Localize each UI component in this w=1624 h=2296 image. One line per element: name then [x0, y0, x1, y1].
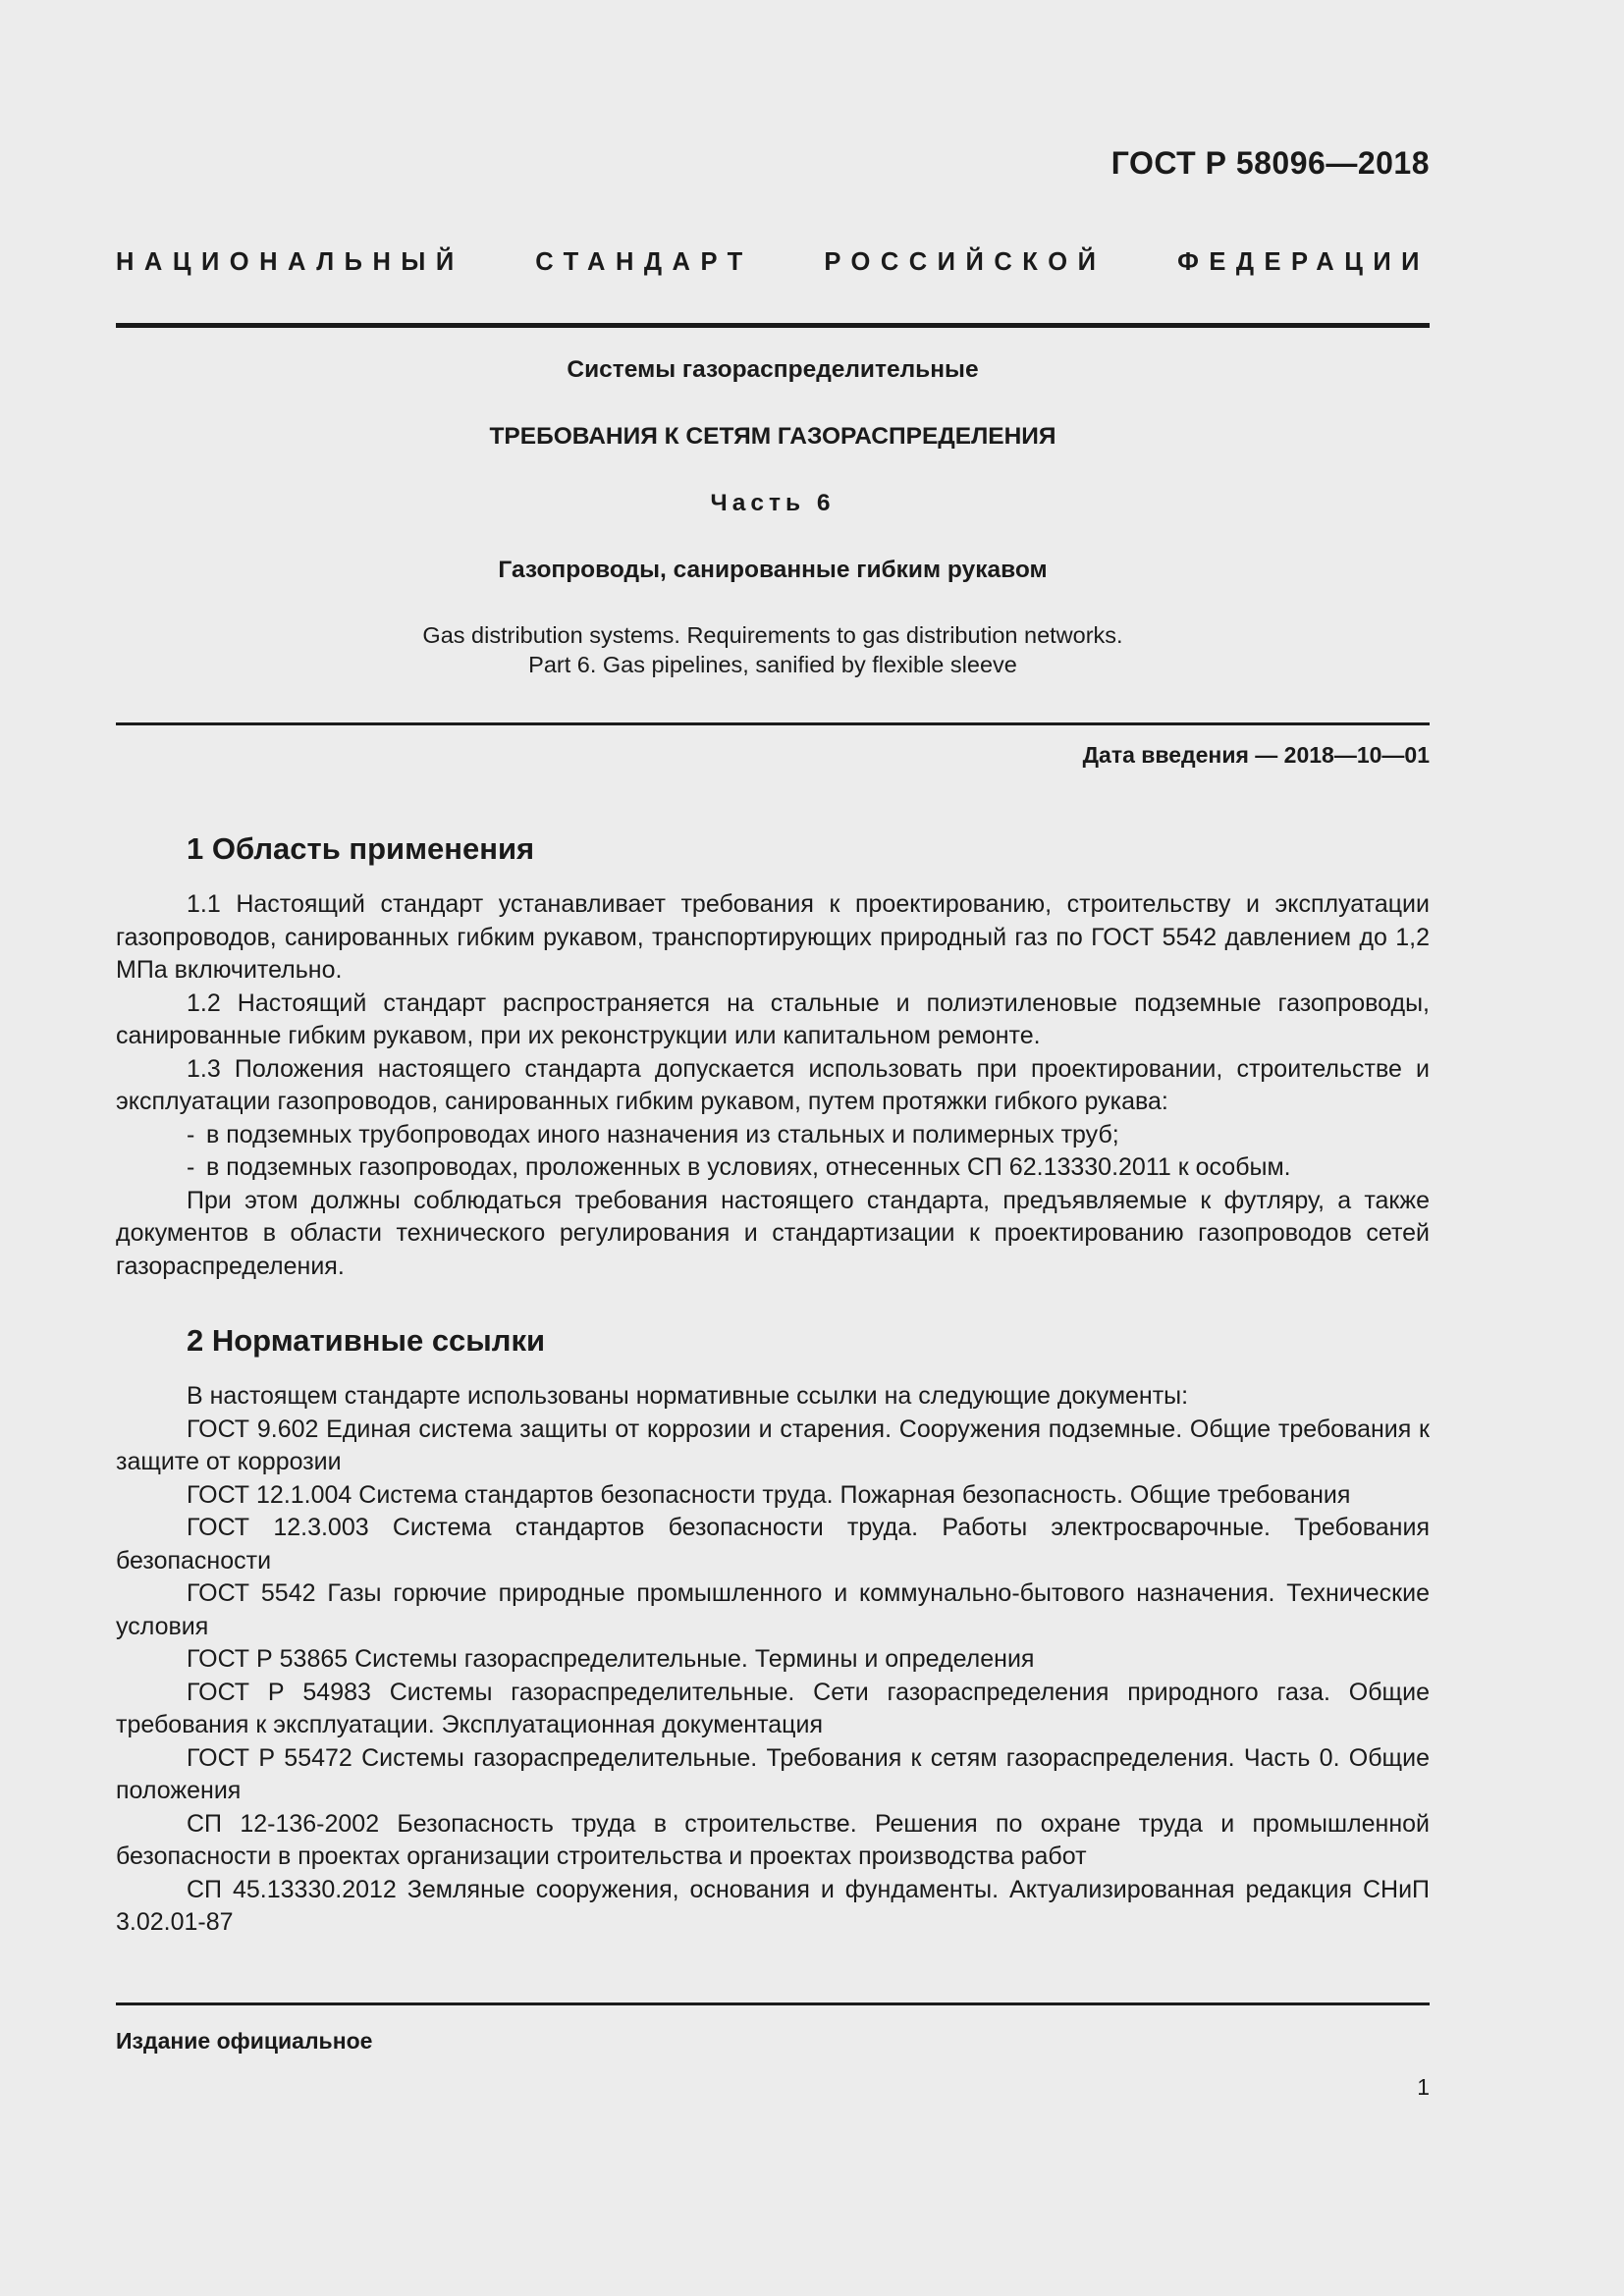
reference-item: ГОСТ 9.602 Единая система защиты от коррозии и старения. Сооружения подземные. Общие требования к защите от коррозии — [116, 1415, 1430, 1475]
section-normative-references — [116, 1321, 1430, 1940]
title-subject: Газопроводы, санированные гибким рукавом — [498, 557, 1048, 583]
reference-item: ГОСТ Р 54983 Системы газораспределительные. Сети газораспределения природного газа. Общие требования к эксплуатации. Эксплуатационная документация — [116, 1678, 1430, 1738]
section-heading: 2 Нормативные ссылки — [187, 1323, 546, 1358]
paragraph: 1.1 Настоящий стандарт устанавливает требования к проектированию, строительству и эксплуатации газопроводов, санированных гибким рукавом, транспортирующих природный газ по ГОСТ 5542 давлением до 1,2 МПа включительно. — [116, 890, 1430, 984]
header-divider — [116, 323, 1430, 328]
paragraph: В настоящем стандарте использованы нормативные ссылки на следующие документы: — [187, 1382, 1189, 1410]
footer-divider — [116, 2002, 1430, 2005]
english-title-line-1: Gas distribution systems. Requirements to gas distribution networks. — [422, 622, 1123, 648]
reference-item: ГОСТ 5542 Газы горючие природные промышленного и коммунально-бытового назначения. Технические условия — [116, 1579, 1430, 1640]
section-scope — [116, 829, 1430, 1283]
page-number: 1 — [1417, 2074, 1430, 2100]
section-heading: 1 Область применения — [187, 831, 535, 866]
list-item-text: в подземных газопроводах, проложенных в условиях, отнесенных СП 62.13330.2011 к особым. — [206, 1153, 1291, 1181]
list-item: - в подземных газопроводах, проложенных в условиях, отнесенных СП 62.13330.2011 к особым. — [187, 1153, 1291, 1181]
reference-item: СП 45.13330.2012 Земляные сооружения, основания и фундаменты. Актуализированная редакция СНиП 3.02.01-87 — [116, 1875, 1430, 1936]
reference-item: ГОСТ Р 53865 Системы газораспределительные. Термины и определения — [187, 1645, 1035, 1673]
paragraph: При этом должны соблюдаться требования настоящего стандарта, предъявляемые к футляру, а также документов в области технического регулирования и стандартизации к проектированию газопроводов сетей газораспределения. — [116, 1186, 1430, 1280]
reference-item: ГОСТ 12.3.003 Система стандартов безопасности труда. Работы электросварочные. Требования безопасности — [116, 1514, 1430, 1575]
title-requirements: ТРЕБОВАНИЯ К СЕТЯМ ГАЗОРАСПРЕДЕЛЕНИЯ — [489, 423, 1056, 450]
reference-item: ГОСТ 12.1.004 Система стандартов безопасности труда. Пожарная безопасность. Общие требования — [187, 1480, 1351, 1509]
reference-item: ГОСТ Р 55472 Системы газораспределительные. Требования к сетям газораспределения. Часть 0. Общие положения — [116, 1743, 1430, 1804]
list-item: - в подземных трубопроводах иного назначения из стальных и полимерных труб; — [187, 1120, 1119, 1148]
reference-item: СП 12-136-2002 Безопасность труда в строительстве. Решения по охране труда и промышленной безопасности в проектах организации строительства и проектах производства работ — [116, 1809, 1430, 1870]
official-edition-label: Издание официальное — [116, 2028, 373, 2054]
english-title-line-2: Part 6. Gas pipelines, sanified by flexible sleeve — [528, 652, 1017, 677]
paragraph: 1.2 Настоящий стандарт распространяется на стальные и полиэтиленовые подземные газопроводы, санированные гибким рукавом, при их реконструкции или капитальном ремонте. — [116, 988, 1430, 1049]
title-divider — [116, 722, 1430, 725]
english-title — [116, 620, 1430, 679]
list-item-text: в подземных трубопроводах иного назначения из стальных и полимерных труб; — [206, 1120, 1119, 1148]
title-system: Системы газораспределительные — [567, 356, 979, 383]
title-part: Часть 6 — [710, 490, 836, 516]
national-standard-header: НАЦИОНАЛЬНЫЙ СТАНДАРТ РОССИЙСКОЙ ФЕДЕРАЦИИ — [116, 248, 1430, 276]
paragraph: 1.3 Положения настоящего стандарта допускается использовать при проектировании, строительстве и эксплуатации газопроводов, санированных гибким рукавом, путем протяжки гибкого рукава: — [116, 1054, 1430, 1115]
gost-number: ГОСТ Р 58096—2018 — [1110, 145, 1430, 181]
introduction-date: Дата введения — 2018—10—01 — [1082, 742, 1430, 768]
